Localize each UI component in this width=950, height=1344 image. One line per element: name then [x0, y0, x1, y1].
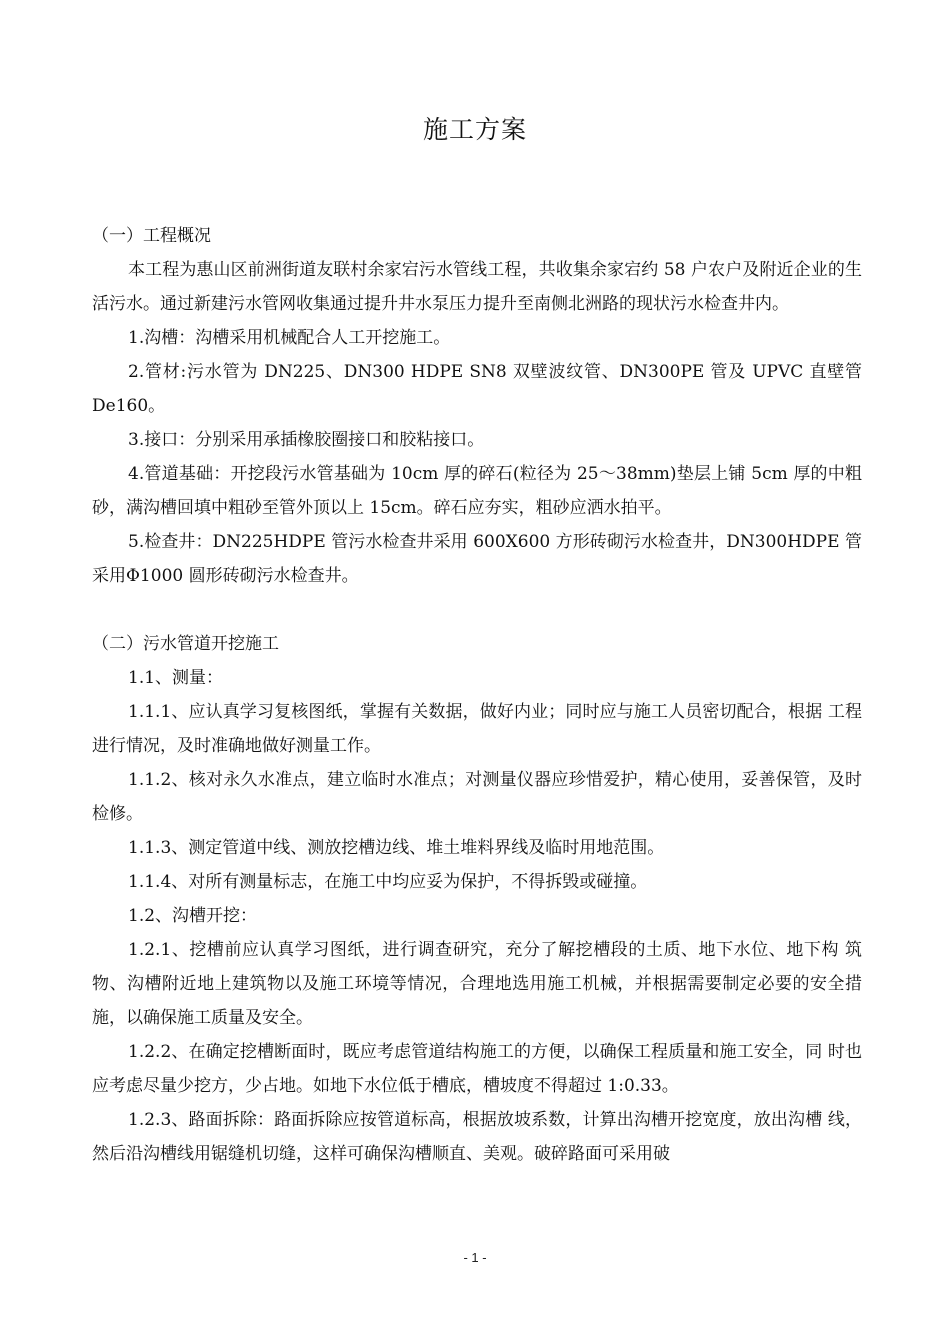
paragraph-pipe-material: 2.管材:污水管为 DN225、DN300 HDPE SN8 双壁波纹管、DN300PE 管及 UPVC 直壁管 De160。	[92, 362, 862, 416]
paragraph-trench: 1.沟槽：沟槽采用机械配合人工开挖施工。	[128, 328, 451, 348]
page-number: - 1 -	[463, 1250, 487, 1265]
paragraph-survey: 1.1、测量：	[128, 668, 224, 688]
paragraph-survey-1-1-1: 1.1.1、应认真学习复核图纸，掌握有关数据，做好内业；同时应与施工人员密切配合，根据 工程进行情况，及时准确地做好测量工作。	[92, 702, 862, 756]
section-heading-excavation: （二）污水管道开挖施工	[92, 634, 279, 654]
paragraph-trench-excavation: 1.2、沟槽开挖：	[128, 906, 258, 926]
paragraph-inspection-well: 5.检查井：DN225HDPE 管污水检查井采用 600X600 方形砖砌污水检查井，DN300HDPE 管采用Φ1000 圆形砖砌污水检查井。	[92, 532, 862, 586]
paragraph-excavation-1-2-2: 1.2.2、在确定挖槽断面时，既应考虑管道结构施工的方便，以确保工程质量和施工安全，同 时也应考虑尽量少挖方，少占地。如地下水位低于槽底，槽坡度不得超过 1:0.33。	[92, 1042, 862, 1096]
paragraph-project-description: 本工程为惠山区前洲街道友联村余家宕污水管线工程，共收集余家宕约 58 户农户及附近企业的生活污水。通过新建污水管网收集通过提升井水泵压力提升至南侧北洲路的现状污水检查井内。	[92, 260, 862, 314]
paragraph-excavation-1-2-1: 1.2.1、挖槽前应认真学习图纸，进行调查研究，充分了解挖槽段的土质、地下水位、地下构 筑物、沟槽附近地上建筑物以及施工环境等情况，合理地选用施工机械，并根据需要制定必要的安全措施，以确保施工质量及安全。	[92, 940, 862, 1028]
paragraph-joints: 3.接口：分别采用承插橡胶圈接口和胶粘接口。	[128, 430, 485, 450]
document-body	[92, 219, 862, 1171]
section-heading-overview: （一）工程概况	[92, 226, 211, 246]
paragraph-survey-1-1-4: 1.1.4、对所有测量标志，在施工中均应妥为保护，不得拆毁或碰撞。	[128, 872, 648, 892]
paragraph-survey-1-1-3: 1.1.3、测定管道中线、测放挖槽边线、堆土堆料界线及临时用地范围。	[128, 838, 665, 858]
paragraph-survey-1-1-2: 1.1.2、核对永久水准点，建立临时水准点；对测量仪器应珍惜爱护，精心使用，妥善保管，及时检修。	[92, 770, 862, 824]
paragraph-pipe-foundation: 4.管道基础：开挖段污水管基础为 10cm 厚的碎石(粒径为 25～38mm)垫层上铺 5cm 厚的中粗砂，满沟槽回填中粗砂至管外顶以上 15cm。碎石应夯实，粗砂应洒水拍平。	[92, 464, 862, 518]
document-title: 施工方案	[422, 115, 527, 144]
paragraph-excavation-1-2-3: 1.2.3、路面拆除：路面拆除应按管道标高，根据放坡系数，计算出沟槽开挖宽度，放出沟槽 线，然后沿沟槽线用锯缝机切缝，这样可确保沟槽顺直、美观。破碎路面可采用破	[92, 1110, 862, 1164]
